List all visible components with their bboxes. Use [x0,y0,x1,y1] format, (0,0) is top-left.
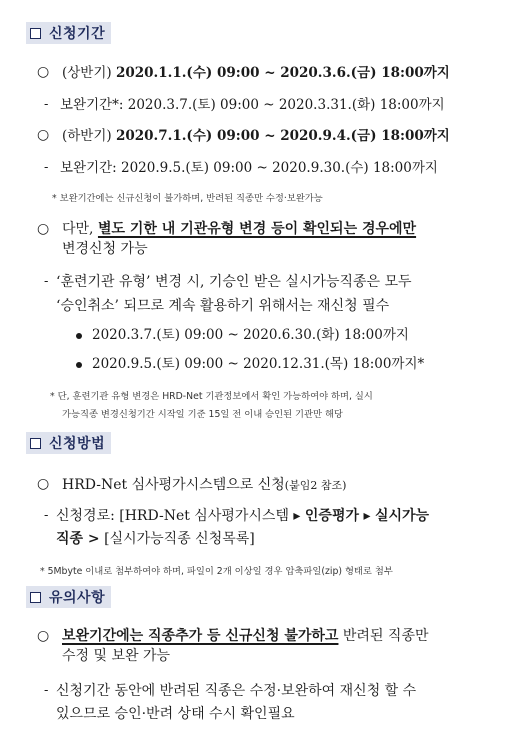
checkbox-square-icon [30,438,41,449]
dash-bullet-icon: - [44,683,49,698]
resubmit-note-line2: 있으므로 승인·반려 상태 수시 확인필요 [56,706,295,722]
bullet-dot-icon [76,362,82,368]
dash-bullet-icon: - [44,274,49,289]
bullet-dot-icon [76,333,82,339]
circle-bullet-icon: ○ [37,628,50,644]
type-change-rule-line1: ‘훈련기관 유형’ 변경 시, 기승인 받은 실시가능직종은 모두 [56,274,412,290]
second-half-period [62,126,450,146]
path-step-application-list: [실시가능직종 신청목록] [104,531,255,547]
upload-size-note: * 5Mbyte 이내로 첨부하여야 하며, 파일이 2개 이상일 경우 압축파일(zip) 형태로 첨부 [40,566,393,577]
second-half-label: (하반기) [62,128,112,144]
section-header-application-method [26,432,111,454]
type-change-notice: 다만, 별도 기한 내 기관유형 변경 등이 확인되는 경우에만 [62,221,417,237]
second-half-dates: 2020.7.1.(수) 09:00 ~ 2020.9.4.(금) 18:00까지 [115,128,450,144]
resubmit-note-line1: 신청기간 동안에 반려된 직종은 수정·보완하여 재신청 할 수 [56,683,417,699]
emphasized-notice: 별도 기한 내 기관유형 변경 등이 확인되는 경우에만 [97,221,417,237]
application-path-line2: 직종 > [실시가능직종 신청목록] [56,531,255,547]
section-header-application-period [26,22,111,44]
first-supplement-period: 보완기간*: 2020.3.7.(토) 09:00 ~ 2020.3.31.(화) 18:00까지 [60,97,445,113]
circle-bullet-icon: ○ [37,476,50,492]
first-half-period [62,63,450,83]
arrow-right-icon: ▸ [293,508,301,524]
circle-bullet-icon: ○ [37,127,50,143]
attachment-reference: (붙임2 참조) [284,479,347,492]
checkbox-square-icon [30,28,41,39]
supplement-note: * 보완기간에는 신규신청이 불가하며, 반려된 직종만 수정·보완가능 [52,193,323,204]
emphasized-caution: 보완기간에는 직종추가 등 신규신청 불가하고 [62,628,339,644]
dash-bullet-icon: - [44,97,49,112]
type-change-rule-line2: ‘승인취소’ 되므로 계속 활용하기 위해서는 재신청 필수 [56,298,390,314]
dash-bullet-icon: - [44,160,49,175]
circle-bullet-icon: ○ [37,64,50,80]
first-half-dates: 2020.1.1.(수) 09:00 ~ 2020.3.6.(금) 18:00까지 [115,65,450,81]
supplement-caution-cont: 수정 및 보완 가능 [62,648,171,664]
arrow-right-icon: ▸ [363,508,371,524]
circle-bullet-icon: ○ [37,221,50,237]
second-supplement-period: 보완기간: 2020.9.5.(토) 09:00 ~ 2020.9.30.(수) 18:00까지 [60,160,438,176]
path-step-certification: 인증평가 [304,508,360,524]
type-change-notice-cont: 변경신청 가능 [62,241,148,257]
path-step-available-occupation: 실시가능 [374,508,430,524]
reapply-period-1: 2020.3.7.(토) 09:00 ~ 2020.6.30.(화) 18:00까지 [92,327,409,343]
first-half-label: (상반기) [62,65,112,81]
section-title: 유의사항 [49,590,106,606]
checkbox-square-icon [30,592,41,603]
section-title: 신청방법 [49,436,106,452]
application-path-line1: 신청경로: [HRD-Net 심사평가시스템 ▸ 인증평가 ▸ 실시가능 [56,508,430,524]
type-change-footnote-line2: 가능직종 변경신청기간 시작일 기준 15일 전 이내 승인된 기관만 해당 [62,409,343,420]
reapply-period-2: 2020.9.5.(토) 09:00 ~ 2020.12.31.(목) 18:00까지* [92,356,425,372]
section-header-notes [26,586,111,608]
section-title: 신청기간 [49,26,106,42]
supplement-caution: 보완기간에는 직종추가 등 신규신청 불가하고 반려된 직종만 [62,628,429,644]
dash-bullet-icon: - [44,508,49,523]
application-method: HRD-Net 심사평가시스템으로 신청(붙임2 참조) [62,477,347,493]
type-change-footnote-line1: * 단, 훈련기관 유형 변경은 HRD-Net 기관정보에서 확인 가능하여야 하며, 실시 [50,391,373,402]
